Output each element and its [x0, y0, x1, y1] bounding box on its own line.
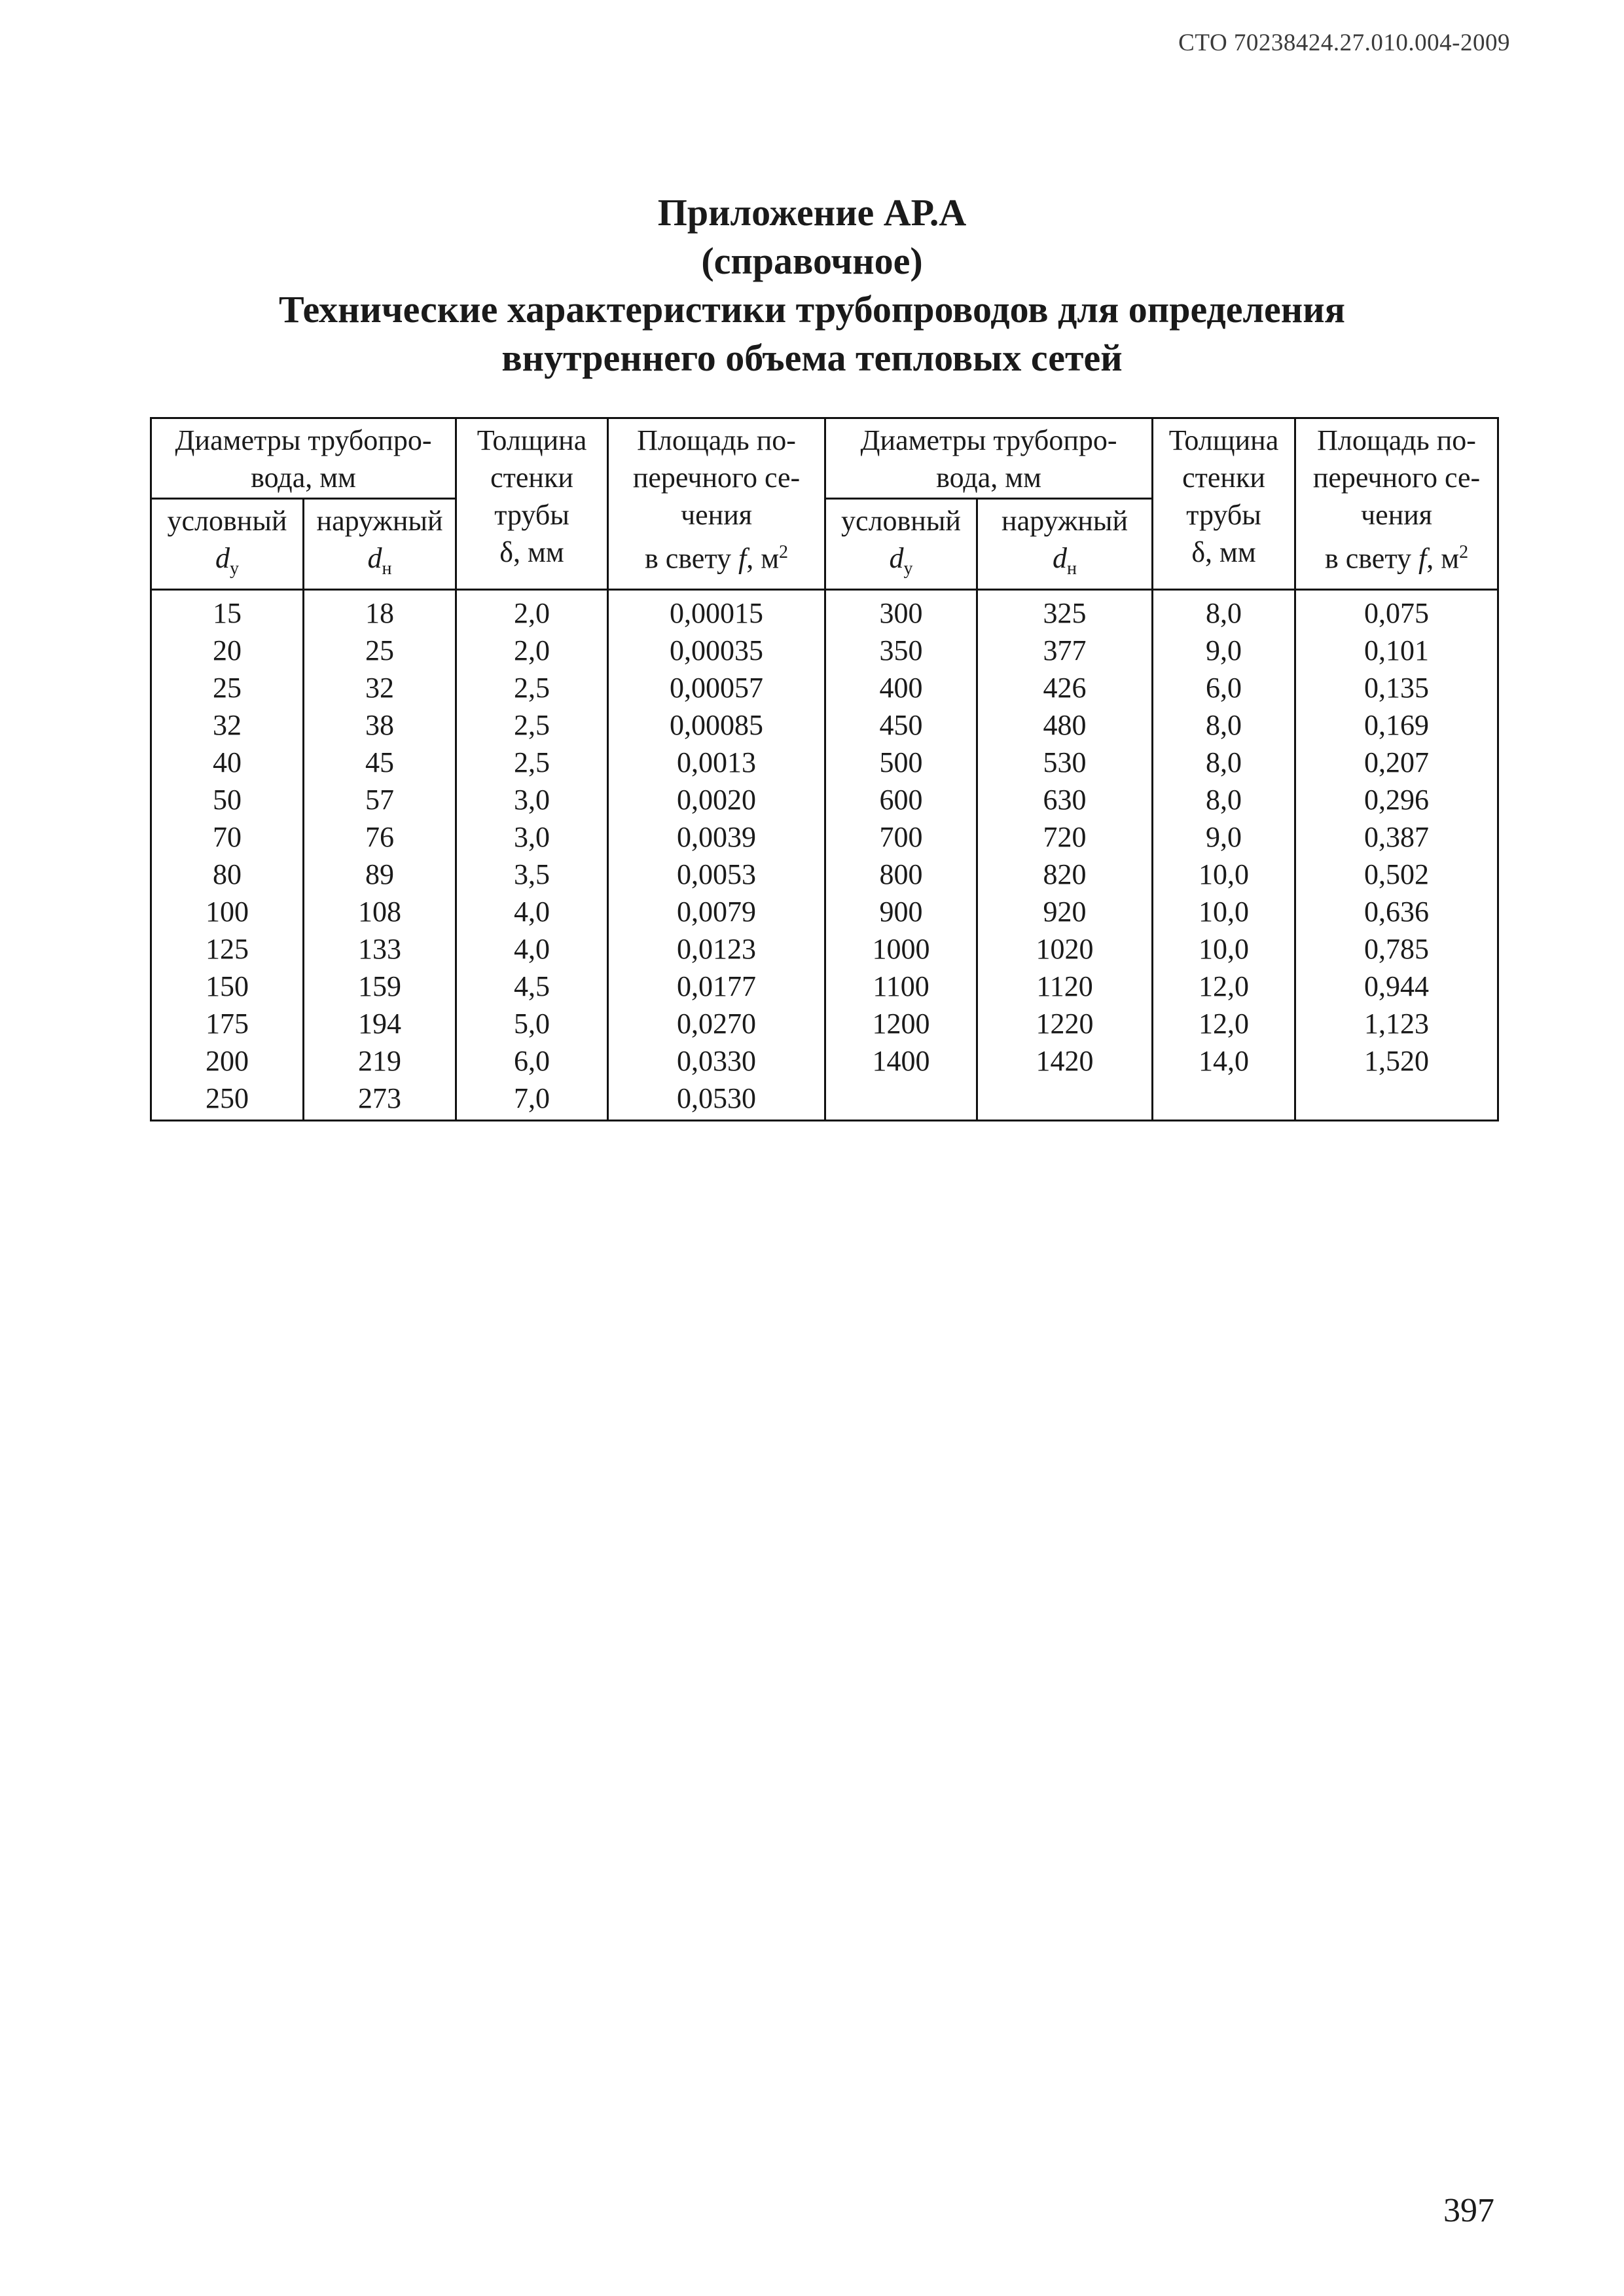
cross-section-area-cell: 0,00085 — [608, 706, 825, 744]
cross-section-area-cell: 0,636 — [1295, 893, 1498, 930]
title-line-continuation: внутреннего объема тепловых сетей — [501, 337, 1123, 379]
cross-section-area-cell: 0,0020 — [608, 781, 825, 818]
title-line-reference: (справочное) — [701, 240, 923, 282]
pipeline-specs-table — [150, 417, 1499, 1121]
document-code: СТО 70238424.27.010.004-2009 — [1178, 29, 1510, 56]
outer-diameter-cell: 108 — [304, 893, 456, 930]
nominal-diameter-cell: 500 — [825, 744, 977, 781]
outer-diameter-cell: 426 — [977, 669, 1153, 706]
wall-thickness-cell: 8,0 — [1153, 589, 1295, 632]
table-row — [151, 632, 1498, 669]
wall-thickness-cell: 2,5 — [456, 669, 608, 706]
wall-thickness-cell: 3,0 — [456, 781, 608, 818]
appendix-title — [0, 189, 1624, 382]
cross-section-area-cell — [1295, 1080, 1498, 1121]
outer-diameter-cell: 720 — [977, 818, 1153, 856]
outer-diameter-cell: 45 — [304, 744, 456, 781]
outer-diameter-cell: 219 — [304, 1042, 456, 1080]
wall-thickness-cell: 4,0 — [456, 930, 608, 968]
outer-diameter-cell: 377 — [977, 632, 1153, 669]
outer-diameter-cell: 194 — [304, 1005, 456, 1042]
wall-thickness-cell: 3,5 — [456, 856, 608, 893]
cross-section-area-header-right: Площадь по- перечного се- чения в свету f, $м^2$ — [1295, 418, 1498, 590]
cross-section-area-cell: 0,0039 — [608, 818, 825, 856]
table-row — [151, 744, 1498, 781]
wall-thickness-cell: 8,0 — [1153, 744, 1295, 781]
wall-thickness-cell: 8,0 — [1153, 706, 1295, 744]
outer-diameter-cell: 57 — [304, 781, 456, 818]
diameter-group-header-right: Диаметры трубопро- вода, мм — [825, 418, 1153, 499]
outer-diameter-cell: 133 — [304, 930, 456, 968]
nominal-diameter-header-left: условный $d_у$ — [151, 499, 304, 590]
outer-diameter-header-right: наружный $d_н$ — [977, 499, 1153, 590]
outer-diameter-cell: 920 — [977, 893, 1153, 930]
cross-section-area-cell: 0,296 — [1295, 781, 1498, 818]
nominal-diameter-cell: 32 — [151, 706, 304, 744]
table-row — [151, 856, 1498, 893]
wall-thickness-cell: 12,0 — [1153, 968, 1295, 1005]
cross-section-area-cell: 0,0123 — [608, 930, 825, 968]
wall-thickness-cell: 2,5 — [456, 706, 608, 744]
outer-diameter-cell: 630 — [977, 781, 1153, 818]
nominal-diameter-cell: 600 — [825, 781, 977, 818]
cross-section-area-cell: 0,075 — [1295, 589, 1498, 632]
nominal-diameter-cell: 20 — [151, 632, 304, 669]
wall-thickness-cell: 5,0 — [456, 1005, 608, 1042]
outer-diameter-cell: 25 — [304, 632, 456, 669]
nominal-diameter-cell: 1100 — [825, 968, 977, 1005]
nominal-diameter-cell: 50 — [151, 781, 304, 818]
cross-section-area-cell: 0,0530 — [608, 1080, 825, 1121]
outer-diameter-cell: 325 — [977, 589, 1153, 632]
nominal-diameter-cell — [825, 1080, 977, 1121]
nominal-diameter-cell: 1200 — [825, 1005, 977, 1042]
cross-section-area-cell: 1,123 — [1295, 1005, 1498, 1042]
page-number: 397 — [1443, 2192, 1494, 2229]
wall-thickness-cell: 12,0 — [1153, 1005, 1295, 1042]
nominal-diameter-cell: 350 — [825, 632, 977, 669]
wall-thickness-cell: 9,0 — [1153, 632, 1295, 669]
wall-thickness-header-left: Толщина стенки трубы δ, мм — [456, 418, 608, 590]
table-row — [151, 589, 1498, 632]
cross-section-area-cell: 0,101 — [1295, 632, 1498, 669]
cross-section-area-cell: 0,0013 — [608, 744, 825, 781]
outer-diameter-cell: 32 — [304, 669, 456, 706]
wall-thickness-cell: 6,0 — [1153, 669, 1295, 706]
wall-thickness-cell: 4,0 — [456, 893, 608, 930]
nominal-diameter-cell: 250 — [151, 1080, 304, 1121]
wall-thickness-cell: 3,0 — [456, 818, 608, 856]
cross-section-area-cell: 0,00035 — [608, 632, 825, 669]
title-line-main: Технические характеристики трубопроводов для определения — [278, 288, 1346, 331]
outer-diameter-cell: 480 — [977, 706, 1153, 744]
wall-thickness-cell — [1153, 1080, 1295, 1121]
outer-diameter-cell: 273 — [304, 1080, 456, 1121]
cross-section-area-cell: 1,520 — [1295, 1042, 1498, 1080]
nominal-diameter-cell: 40 — [151, 744, 304, 781]
cross-section-area-cell: 0,00015 — [608, 589, 825, 632]
wall-thickness-cell: 10,0 — [1153, 930, 1295, 968]
wall-thickness-cell: 10,0 — [1153, 856, 1295, 893]
cross-section-area-cell: 0,785 — [1295, 930, 1498, 968]
table-row — [151, 669, 1498, 706]
nominal-diameter-cell: 70 — [151, 818, 304, 856]
table-row — [151, 781, 1498, 818]
outer-diameter-cell: 820 — [977, 856, 1153, 893]
outer-diameter-cell: 159 — [304, 968, 456, 1005]
nominal-diameter-cell: 700 — [825, 818, 977, 856]
table-row — [151, 1080, 1498, 1121]
nominal-diameter-cell: 150 — [151, 968, 304, 1005]
outer-diameter-cell: 76 — [304, 818, 456, 856]
outer-diameter-cell: 1220 — [977, 1005, 1153, 1042]
wall-thickness-cell: 2,0 — [456, 589, 608, 632]
title-line-appendix: Приложение АР.А — [657, 191, 967, 234]
table-row — [151, 930, 1498, 968]
table-row — [151, 1005, 1498, 1042]
wall-thickness-cell: 4,5 — [456, 968, 608, 1005]
nominal-diameter-cell: 80 — [151, 856, 304, 893]
cross-section-area-cell: 0,0270 — [608, 1005, 825, 1042]
nominal-diameter-cell: 25 — [151, 669, 304, 706]
cross-section-area-cell: 0,0079 — [608, 893, 825, 930]
outer-diameter-cell — [977, 1080, 1153, 1121]
nominal-diameter-cell: 900 — [825, 893, 977, 930]
nominal-diameter-cell: 100 — [151, 893, 304, 930]
table-row — [151, 1042, 1498, 1080]
outer-diameter-cell: 1420 — [977, 1042, 1153, 1080]
wall-thickness-cell: 10,0 — [1153, 893, 1295, 930]
outer-diameter-header-left: наружный $d_н$ — [304, 499, 456, 590]
nominal-diameter-cell: 15 — [151, 589, 304, 632]
cross-section-area-header-left: Площадь по- перечного се- чения в свету f, $м^2$ — [608, 418, 825, 590]
table-row — [151, 893, 1498, 930]
outer-diameter-cell: 38 — [304, 706, 456, 744]
cross-section-area-cell: 0,502 — [1295, 856, 1498, 893]
outer-diameter-cell: 18 — [304, 589, 456, 632]
nominal-diameter-cell: 175 — [151, 1005, 304, 1042]
wall-thickness-cell: 8,0 — [1153, 781, 1295, 818]
cross-section-area-cell: 0,944 — [1295, 968, 1498, 1005]
table-row — [151, 968, 1498, 1005]
cross-section-area-cell: 0,0177 — [608, 968, 825, 1005]
outer-diameter-cell: 89 — [304, 856, 456, 893]
table-row — [151, 818, 1498, 856]
outer-diameter-cell: 530 — [977, 744, 1153, 781]
nominal-diameter-cell: 400 — [825, 669, 977, 706]
wall-thickness-cell: 9,0 — [1153, 818, 1295, 856]
wall-thickness-header-right: Толщина стенки трубы δ, мм — [1153, 418, 1295, 590]
cross-section-area-cell: 0,135 — [1295, 669, 1498, 706]
cross-section-area-cell: 0,387 — [1295, 818, 1498, 856]
nominal-diameter-cell: 300 — [825, 589, 977, 632]
wall-thickness-cell: 2,0 — [456, 632, 608, 669]
nominal-diameter-cell: 1400 — [825, 1042, 977, 1080]
wall-thickness-cell: 2,5 — [456, 744, 608, 781]
wall-thickness-cell: 7,0 — [456, 1080, 608, 1121]
outer-diameter-cell: 1120 — [977, 968, 1153, 1005]
wall-thickness-cell: 6,0 — [456, 1042, 608, 1080]
cross-section-area-cell: 0,169 — [1295, 706, 1498, 744]
nominal-diameter-cell: 200 — [151, 1042, 304, 1080]
cross-section-area-cell: 0,00057 — [608, 669, 825, 706]
diameter-group-header-left: Диаметры трубопро- вода, мм — [151, 418, 456, 499]
nominal-diameter-cell: 800 — [825, 856, 977, 893]
nominal-diameter-cell: 125 — [151, 930, 304, 968]
cross-section-area-cell: 0,0053 — [608, 856, 825, 893]
table-header-row — [151, 418, 1498, 499]
nominal-diameter-cell: 450 — [825, 706, 977, 744]
nominal-diameter-header-right: условный $d_у$ — [825, 499, 977, 590]
table-body — [151, 589, 1498, 1120]
outer-diameter-cell: 1020 — [977, 930, 1153, 968]
nominal-diameter-cell: 1000 — [825, 930, 977, 968]
cross-section-area-cell: 0,0330 — [608, 1042, 825, 1080]
table-row — [151, 706, 1498, 744]
cross-section-area-cell: 0,207 — [1295, 744, 1498, 781]
wall-thickness-cell: 14,0 — [1153, 1042, 1295, 1080]
